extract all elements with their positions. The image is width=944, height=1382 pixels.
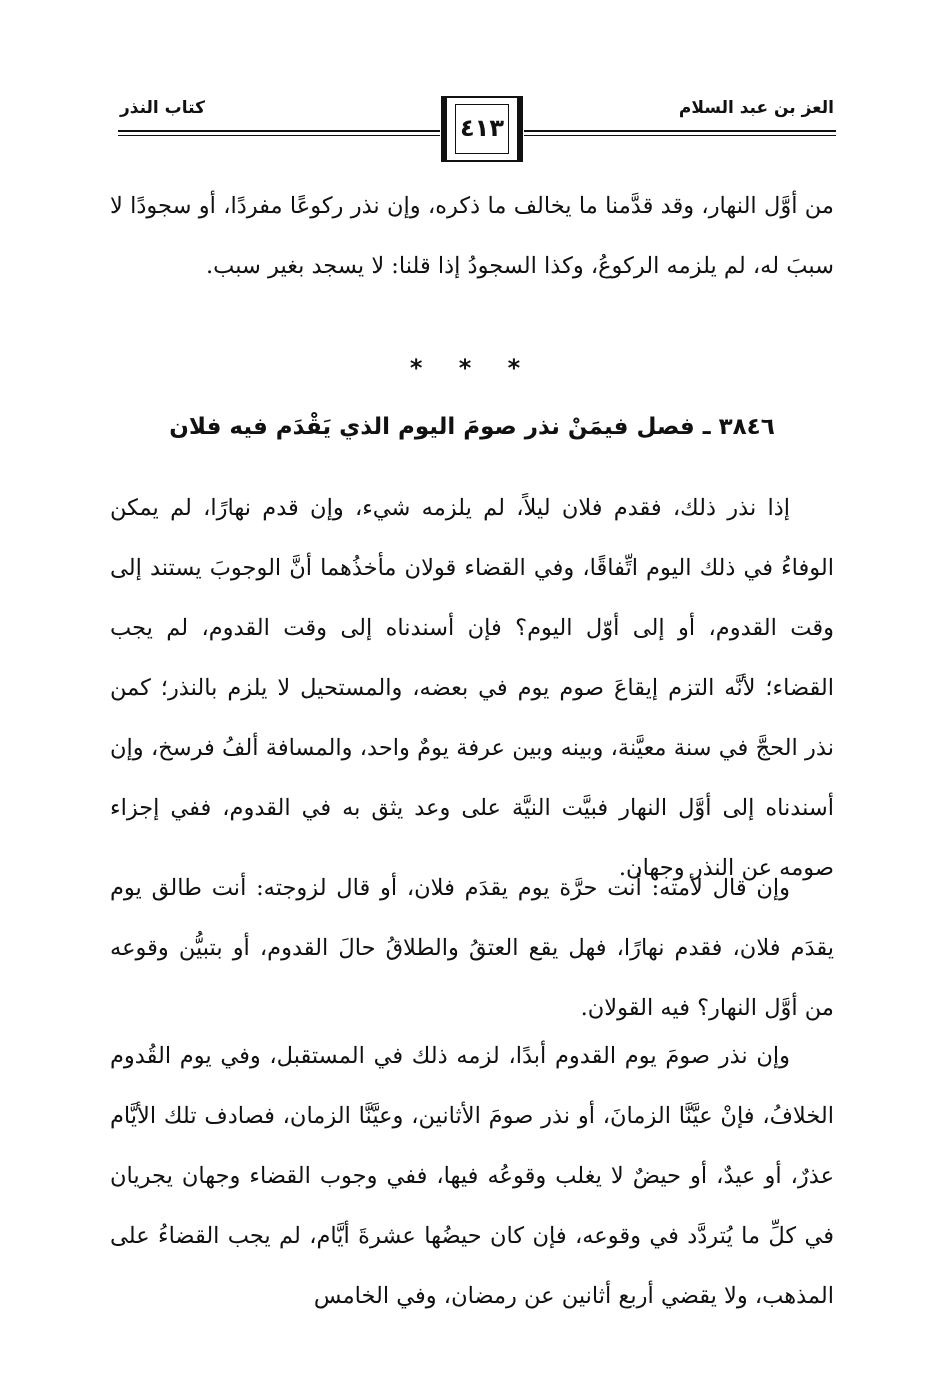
- header-rule: [118, 130, 440, 132]
- header-rule-thin: [524, 135, 836, 136]
- page-number-frame: [441, 96, 523, 162]
- paragraph-text: إذا نذر ذلك، فقدم فلان ليلاً، لم يلزمه شيء، وإن قدم نهارًا، لم يمكن الوفاءُ في ذلك اليوم اتِّفاقًا، وفي القضاء قولان مأخذُهما أنَّ الوجوبَ يستند إلى وقت القدوم، أو إلى أوّل اليوم؟ فإن أسندناه إلى وقت القدوم، لم يجب القضاء؛ لأنَّه التزم إيقاعَ صوم يوم في بعضه، والمستحيل لا يلزم بالنذر؛ كمن نذر الحجَّ في سنة معيَّنة، وبينه وبين عرفة يومٌ واحد، والمسافة ألفُ فرسخ، وإن أسندناه إلى أوَّل النهار فبيَّت النيَّة على وعد يثق به في القدوم، ففي إجزاء صومه عن النذر وجهان.: [110, 495, 834, 881]
- header-rule-thin: [118, 135, 440, 136]
- section-heading: ٣٨٤٦ ـ فصل فيمَنْ نذر صومَ اليوم الذي يَقْدَم فيه فلان: [169, 414, 775, 440]
- running-header-author: العز بن عبد السلام: [678, 98, 834, 118]
- paragraph-continuation: [110, 176, 834, 296]
- paragraph: [110, 1026, 834, 1326]
- header-rule: [524, 130, 836, 132]
- paragraph-text: وإن قال لأمته: أنت حرَّة يوم يقدَم فلان، أو قال لزوجته: أنت طالق يوم يقدَم فلان، فقدم نهارًا، فهل يقع العتقُ والطلاقُ حالَ القدوم، أو بتبيُّن وقوعه من أوَّل النهار؟ فيه القولان.: [110, 875, 834, 1021]
- page-number: ٤١٣: [460, 114, 504, 142]
- paragraph: [110, 858, 834, 1038]
- running-header-chapter: كتاب النذر: [120, 98, 205, 118]
- paragraph-text: وإن نذر صومَ يوم القدوم أبدًا، لزمه ذلك في المستقبل، وفي يوم القُدوم الخلافُ، فإنْ عيَّنَّا الزمانَ، أو نذر صومَ الأثانين، وعيَّنَّا الزمان، فصادف تلك الأيَّام عذرٌ، أو عيدٌ، أو حيضٌ لا يغلب وقوعُه فيها، ففي وجوب القضاء وجهان يجريان في كلِّ ما يُتردَّد في وقوعه، فإن كان حيضُها عشرةَ أيَّام، لم يجب القضاءُ على المذهب، ولا يقضي أربع أثانين عن رمضان، وفي الخامس: [110, 1043, 834, 1309]
- section-divider-ornament: * * *: [409, 354, 535, 382]
- paragraph-text: من أوَّل النهار، وقد قدَّمنا ما يخالف ما ذكره، وإن نذر ركوعًا مفردًا، أو سجودًا لا سببَ له، لم يلزمه الركوعُ، وكذا السجودُ إذا قلنا: لا يسجد بغير سبب.: [110, 193, 834, 279]
- paragraph: [110, 478, 834, 898]
